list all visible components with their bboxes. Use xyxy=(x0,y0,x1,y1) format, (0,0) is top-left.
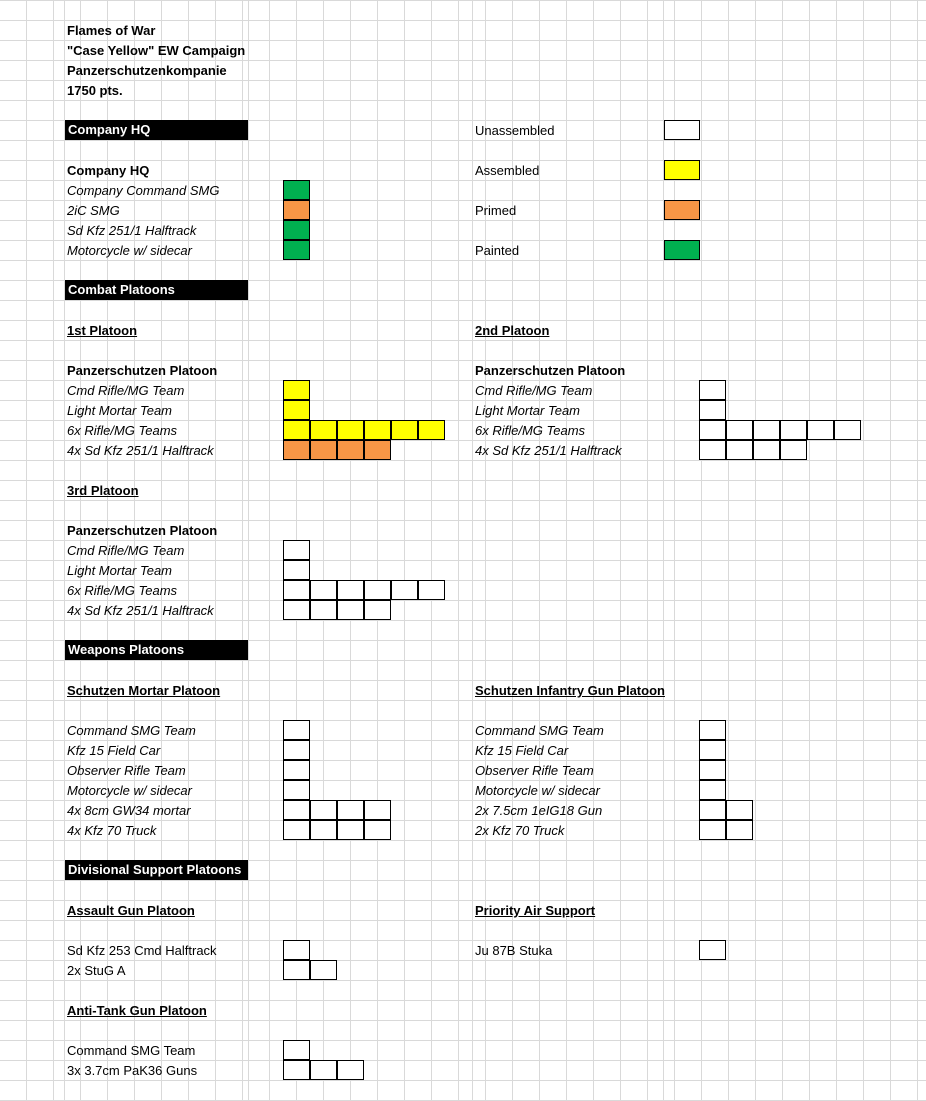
legend-unassembled-label: Unassembled xyxy=(475,123,555,138)
status-cell-unassembled[interactable] xyxy=(699,780,726,800)
status-cell-unassembled[interactable] xyxy=(283,800,310,820)
unit-label: 4x Sd Kfz 251/1 Halftrack xyxy=(67,443,214,458)
unit-label: Cmd Rifle/MG Team xyxy=(67,383,185,398)
unit-label: Kfz 15 Field Car xyxy=(67,743,161,758)
status-cell-assembled[interactable] xyxy=(310,420,337,440)
unit-label: 2x StuG A xyxy=(67,963,126,978)
status-cell-unassembled[interactable] xyxy=(283,1040,310,1060)
status-cell-unassembled[interactable] xyxy=(283,740,310,760)
platoon-2-subtitle: Panzerschutzen Platoon xyxy=(475,363,626,378)
air-support-title: Priority Air Support xyxy=(475,903,596,918)
unit-label: Light Mortar Team xyxy=(67,403,173,418)
status-cell-assembled[interactable] xyxy=(283,420,310,440)
status-cell-unassembled[interactable] xyxy=(337,1060,364,1080)
legend-primed-swatch xyxy=(664,200,700,220)
title-line-1: Flames of War xyxy=(67,23,156,38)
status-cell-unassembled[interactable] xyxy=(310,600,337,620)
status-cell-unassembled[interactable] xyxy=(337,600,364,620)
unit-label: Observer Rifle Team xyxy=(475,763,594,778)
title-line-4: 1750 pts. xyxy=(67,83,123,98)
status-cell-unassembled[interactable] xyxy=(807,420,834,440)
status-cell-unassembled[interactable] xyxy=(699,940,726,960)
unit-label: 2iC SMG xyxy=(67,203,120,218)
status-cell-unassembled[interactable] xyxy=(391,580,418,600)
unit-label: 3x 3.7cm PaK36 Guns xyxy=(67,1063,198,1078)
status-cell-unassembled[interactable] xyxy=(283,940,310,960)
unit-label: 4x Kfz 70 Truck xyxy=(67,823,157,838)
unit-label: Cmd Rifle/MG Team xyxy=(475,383,593,398)
status-cell-unassembled[interactable] xyxy=(283,600,310,620)
status-cell-unassembled[interactable] xyxy=(310,1060,337,1080)
status-cell-unassembled[interactable] xyxy=(834,420,861,440)
unit-label: Motorcycle w/ sidecar xyxy=(67,783,192,798)
unit-label: 6x Rifle/MG Teams xyxy=(67,423,178,438)
status-cell-unassembled[interactable] xyxy=(753,420,780,440)
legend-painted-swatch xyxy=(664,240,700,260)
status-cell-unassembled[interactable] xyxy=(699,820,726,840)
unit-label: Kfz 15 Field Car xyxy=(475,743,569,758)
status-cell-unassembled[interactable] xyxy=(283,780,310,800)
status-cell-unassembled[interactable] xyxy=(283,540,310,560)
section-header-divisional-support: Divisional Support Platoons xyxy=(65,860,248,880)
status-cell-unassembled[interactable] xyxy=(364,800,391,820)
status-cell-unassembled[interactable] xyxy=(726,420,753,440)
unit-label: Light Mortar Team xyxy=(67,563,173,578)
status-cell-unassembled[interactable] xyxy=(337,580,364,600)
platoon-1-subtitle: Panzerschutzen Platoon xyxy=(67,363,218,378)
status-cell-unassembled[interactable] xyxy=(283,760,310,780)
unit-label: 2x Kfz 70 Truck xyxy=(475,823,565,838)
legend-assembled-swatch xyxy=(664,160,700,180)
section-header-company-hq: Company HQ xyxy=(65,120,248,140)
status-cell-unassembled[interactable] xyxy=(283,580,310,600)
platoon-2-title: 2nd Platoon xyxy=(475,323,550,338)
unit-label: Sd Kfz 251/1 Halftrack xyxy=(67,223,197,238)
status-cell-unassembled[interactable] xyxy=(283,560,310,580)
unit-label: Command SMG Team xyxy=(475,723,604,738)
anti-tank-platoon-title: Anti-Tank Gun Platoon xyxy=(67,1003,207,1018)
status-cell-unassembled[interactable] xyxy=(726,800,753,820)
status-cell-unassembled[interactable] xyxy=(699,440,726,460)
legend-primed-label: Primed xyxy=(475,203,517,218)
unit-label: Company Command SMG xyxy=(67,183,220,198)
unit-label: Command SMG Team xyxy=(67,723,196,738)
title-line-3: Panzerschutzenkompanie xyxy=(67,63,227,78)
unit-label: Motorcycle w/ sidecar xyxy=(67,243,192,258)
section-header-weapons-platoons: Weapons Platoons xyxy=(65,640,248,660)
status-cell-unassembled[interactable] xyxy=(337,820,364,840)
status-cell-assembled[interactable] xyxy=(391,420,418,440)
status-cell-primed[interactable] xyxy=(337,440,364,460)
unit-label: Sd Kfz 253 Cmd Halftrack xyxy=(67,943,217,958)
unit-label: 2x 7.5cm 1eIG18 Gun xyxy=(475,803,603,818)
status-cell-unassembled[interactable] xyxy=(283,720,310,740)
status-cell-unassembled[interactable] xyxy=(699,760,726,780)
unit-label: 4x 8cm GW34 mortar xyxy=(67,803,191,818)
status-cell-unassembled[interactable] xyxy=(283,820,310,840)
status-cell-primed[interactable] xyxy=(283,440,310,460)
unit-label: 4x Sd Kfz 251/1 Halftrack xyxy=(67,603,214,618)
unit-label: Cmd Rifle/MG Team xyxy=(67,543,185,558)
status-cell-unassembled[interactable] xyxy=(699,380,726,400)
status-cell-assembled[interactable] xyxy=(283,380,310,400)
mortar-platoon-title: Schutzen Mortar Platoon xyxy=(67,683,221,698)
status-cell-unassembled[interactable] xyxy=(310,800,337,820)
status-cell-assembled[interactable] xyxy=(418,420,445,440)
status-cell-unassembled[interactable] xyxy=(699,800,726,820)
status-cell-unassembled[interactable] xyxy=(726,820,753,840)
status-cell-unassembled[interactable] xyxy=(283,1060,310,1080)
status-cell-painted[interactable] xyxy=(283,240,310,260)
status-cell-unassembled[interactable] xyxy=(337,800,364,820)
company-hq-subtitle: Company HQ xyxy=(67,163,150,178)
status-cell-unassembled[interactable] xyxy=(364,820,391,840)
status-cell-assembled[interactable] xyxy=(337,420,364,440)
grid-line xyxy=(248,0,249,1101)
status-cell-unassembled[interactable] xyxy=(283,960,310,980)
status-cell-unassembled[interactable] xyxy=(780,440,807,460)
status-cell-painted[interactable] xyxy=(283,220,310,240)
unit-label: Motorcycle w/ sidecar xyxy=(475,783,600,798)
status-cell-unassembled[interactable] xyxy=(699,420,726,440)
status-cell-primed[interactable] xyxy=(283,200,310,220)
status-cell-unassembled[interactable] xyxy=(780,420,807,440)
status-cell-unassembled[interactable] xyxy=(699,740,726,760)
status-cell-unassembled[interactable] xyxy=(699,400,726,420)
grid-line xyxy=(472,0,473,1101)
status-cell-painted[interactable] xyxy=(283,180,310,200)
unit-label: 6x Rifle/MG Teams xyxy=(67,583,178,598)
section-header-combat-platoons: Combat Platoons xyxy=(65,280,248,300)
platoon-1-title: 1st Platoon xyxy=(67,323,138,338)
status-cell-primed[interactable] xyxy=(364,440,391,460)
grid-line xyxy=(64,0,65,1101)
unit-label: Observer Rifle Team xyxy=(67,763,186,778)
status-cell-unassembled[interactable] xyxy=(753,440,780,460)
status-cell-unassembled[interactable] xyxy=(364,600,391,620)
unit-label: 4x Sd Kfz 251/1 Halftrack xyxy=(475,443,622,458)
status-cell-unassembled[interactable] xyxy=(364,580,391,600)
infantry-gun-platoon-title: Schutzen Infantry Gun Platoon xyxy=(475,683,665,698)
unit-label: Ju 87B Stuka xyxy=(475,943,553,958)
status-cell-unassembled[interactable] xyxy=(699,720,726,740)
platoon-3-subtitle: Panzerschutzen Platoon xyxy=(67,523,218,538)
status-cell-unassembled[interactable] xyxy=(418,580,445,600)
status-cell-unassembled[interactable] xyxy=(310,960,337,980)
status-cell-primed[interactable] xyxy=(310,440,337,460)
status-cell-assembled[interactable] xyxy=(364,420,391,440)
platoon-3-title: 3rd Platoon xyxy=(67,483,139,498)
title-line-2: "Case Yellow" EW Campaign xyxy=(67,43,246,58)
status-cell-unassembled[interactable] xyxy=(310,820,337,840)
status-cell-unassembled[interactable] xyxy=(726,440,753,460)
status-cell-unassembled[interactable] xyxy=(310,580,337,600)
unit-label: Light Mortar Team xyxy=(475,403,581,418)
unit-label: 6x Rifle/MG Teams xyxy=(475,423,586,438)
legend-assembled-label: Assembled xyxy=(475,163,540,178)
legend-painted-label: Painted xyxy=(475,243,520,258)
assault-gun-platoon-title: Assault Gun Platoon xyxy=(67,903,195,918)
unit-label: Command SMG Team xyxy=(67,1043,196,1058)
legend-unassembled-swatch xyxy=(664,120,700,140)
status-cell-assembled[interactable] xyxy=(283,400,310,420)
